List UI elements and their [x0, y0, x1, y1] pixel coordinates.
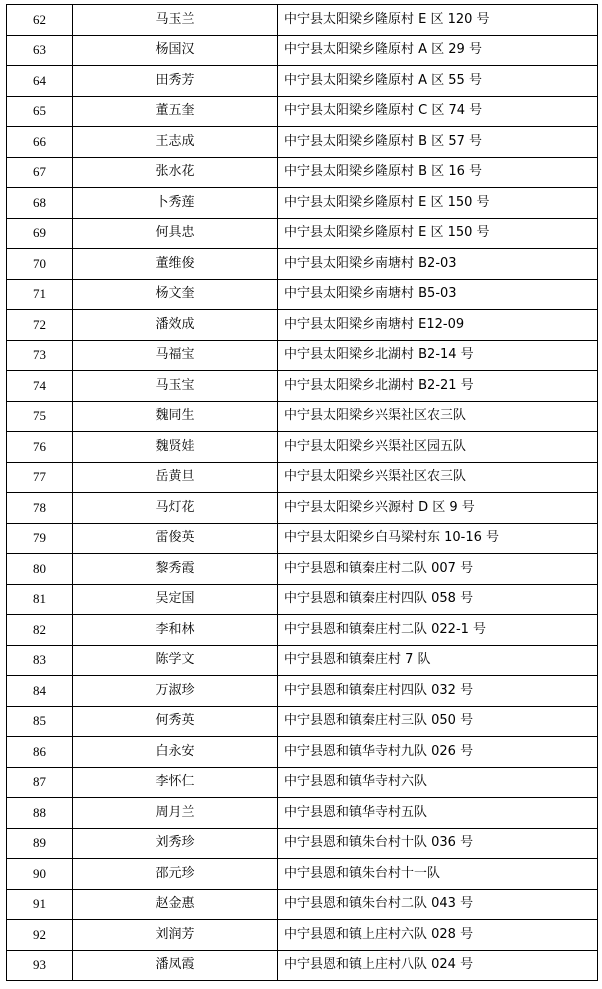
person-name-cell: 刘润芳 [73, 920, 278, 951]
address-cell: 中宁县太阳梁乡兴渠社区园五队 [278, 432, 598, 463]
person-name-cell: 卜秀莲 [73, 188, 278, 219]
row-number-cell: 91 [7, 889, 73, 920]
table-row [7, 737, 598, 768]
table-row [7, 767, 598, 798]
row-number-cell: 85 [7, 706, 73, 737]
row-number-cell: 77 [7, 462, 73, 493]
address-cell: 中宁县太阳梁乡白马梁村东 10-16 号 [278, 523, 598, 554]
address-cell: 中宁县太阳梁乡南塘村 E12-09 [278, 310, 598, 341]
row-number-cell: 83 [7, 645, 73, 676]
person-name-cell: 何具忠 [73, 218, 278, 249]
person-name-cell: 魏贤娃 [73, 432, 278, 463]
row-number-cell: 75 [7, 401, 73, 432]
row-number-cell: 86 [7, 737, 73, 768]
row-number-cell: 76 [7, 432, 73, 463]
address-cell: 中宁县恩和镇秦庄村二队 007 号 [278, 554, 598, 585]
person-name-cell: 周月兰 [73, 798, 278, 829]
table-row [7, 279, 598, 310]
person-name-cell: 李怀仁 [73, 767, 278, 798]
table-row [7, 920, 598, 951]
address-cell: 中宁县恩和镇秦庄村四队 058 号 [278, 584, 598, 615]
address-cell: 中宁县恩和镇华寺村五队 [278, 798, 598, 829]
row-number-cell: 81 [7, 584, 73, 615]
table-row [7, 371, 598, 402]
row-number-cell: 71 [7, 279, 73, 310]
person-name-cell: 董五奎 [73, 96, 278, 127]
person-name-cell: 田秀芳 [73, 66, 278, 97]
address-cell: 中宁县太阳梁乡北湖村 B2-14 号 [278, 340, 598, 371]
person-name-cell: 刘秀珍 [73, 828, 278, 859]
table-row [7, 157, 598, 188]
address-cell: 中宁县太阳梁乡隆原村 C 区 74 号 [278, 96, 598, 127]
address-cell: 中宁县太阳梁乡隆原村 A 区 29 号 [278, 35, 598, 66]
table-row [7, 676, 598, 707]
table-row [7, 218, 598, 249]
table-row [7, 615, 598, 646]
address-cell: 中宁县太阳梁乡兴渠社区农三队 [278, 462, 598, 493]
table-row [7, 340, 598, 371]
table-row [7, 950, 598, 981]
address-cell: 中宁县恩和镇朱台村十一队 [278, 859, 598, 890]
person-name-cell: 何秀英 [73, 706, 278, 737]
person-name-cell: 李和林 [73, 615, 278, 646]
row-number-cell: 82 [7, 615, 73, 646]
table-row [7, 584, 598, 615]
table-row [7, 523, 598, 554]
row-number-cell: 68 [7, 188, 73, 219]
table-row [7, 401, 598, 432]
row-number-cell: 80 [7, 554, 73, 585]
address-cell: 中宁县恩和镇朱台村二队 043 号 [278, 889, 598, 920]
address-cell: 中宁县太阳梁乡隆原村 E 区 120 号 [278, 5, 598, 36]
person-name-cell: 雷俊英 [73, 523, 278, 554]
person-name-cell: 吴定国 [73, 584, 278, 615]
address-cell: 中宁县太阳梁乡隆原村 A 区 55 号 [278, 66, 598, 97]
table-row [7, 127, 598, 158]
row-number-cell: 66 [7, 127, 73, 158]
table-row [7, 35, 598, 66]
roster-table [6, 4, 598, 981]
row-number-cell: 90 [7, 859, 73, 890]
row-number-cell: 93 [7, 950, 73, 981]
person-name-cell: 马灯花 [73, 493, 278, 524]
person-name-cell: 万淑珍 [73, 676, 278, 707]
table-row [7, 493, 598, 524]
table-row [7, 462, 598, 493]
person-name-cell: 马福宝 [73, 340, 278, 371]
address-cell: 中宁县太阳梁乡隆原村 B 区 16 号 [278, 157, 598, 188]
address-cell: 中宁县恩和镇上庄村六队 028 号 [278, 920, 598, 951]
table-row [7, 249, 598, 280]
table-row [7, 828, 598, 859]
person-name-cell: 邵元珍 [73, 859, 278, 890]
row-number-cell: 62 [7, 5, 73, 36]
person-name-cell: 黎秀霞 [73, 554, 278, 585]
row-number-cell: 74 [7, 371, 73, 402]
person-name-cell: 潘凤霞 [73, 950, 278, 981]
row-number-cell: 79 [7, 523, 73, 554]
row-number-cell: 87 [7, 767, 73, 798]
row-number-cell: 63 [7, 35, 73, 66]
person-name-cell: 杨文奎 [73, 279, 278, 310]
address-cell: 中宁县恩和镇朱台村十队 036 号 [278, 828, 598, 859]
address-cell: 中宁县恩和镇秦庄村二队 022-1 号 [278, 615, 598, 646]
person-name-cell: 马玉兰 [73, 5, 278, 36]
table-row [7, 554, 598, 585]
table-row [7, 859, 598, 890]
table-row [7, 96, 598, 127]
row-number-cell: 89 [7, 828, 73, 859]
address-cell: 中宁县恩和镇华寺村六队 [278, 767, 598, 798]
address-cell: 中宁县太阳梁乡隆原村 E 区 150 号 [278, 218, 598, 249]
person-name-cell: 赵金惠 [73, 889, 278, 920]
table-row [7, 188, 598, 219]
person-name-cell: 潘效成 [73, 310, 278, 341]
table-row [7, 66, 598, 97]
address-cell: 中宁县恩和镇秦庄村三队 050 号 [278, 706, 598, 737]
row-number-cell: 65 [7, 96, 73, 127]
person-name-cell: 魏同生 [73, 401, 278, 432]
row-number-cell: 92 [7, 920, 73, 951]
person-name-cell: 张水花 [73, 157, 278, 188]
table-row [7, 310, 598, 341]
row-number-cell: 64 [7, 66, 73, 97]
person-name-cell: 白永安 [73, 737, 278, 768]
row-number-cell: 88 [7, 798, 73, 829]
row-number-cell: 73 [7, 340, 73, 371]
row-number-cell: 72 [7, 310, 73, 341]
person-name-cell: 王志成 [73, 127, 278, 158]
address-cell: 中宁县恩和镇秦庄村四队 032 号 [278, 676, 598, 707]
row-number-cell: 70 [7, 249, 73, 280]
table-row [7, 798, 598, 829]
address-cell: 中宁县恩和镇上庄村八队 024 号 [278, 950, 598, 981]
address-cell: 中宁县恩和镇秦庄村 7 队 [278, 645, 598, 676]
table-row [7, 645, 598, 676]
address-cell: 中宁县恩和镇华寺村九队 026 号 [278, 737, 598, 768]
person-name-cell: 马玉宝 [73, 371, 278, 402]
person-name-cell: 岳黄旦 [73, 462, 278, 493]
address-cell: 中宁县太阳梁乡兴源村 D 区 9 号 [278, 493, 598, 524]
person-name-cell: 董维俊 [73, 249, 278, 280]
table-row [7, 889, 598, 920]
row-number-cell: 67 [7, 157, 73, 188]
address-cell: 中宁县太阳梁乡兴渠社区农三队 [278, 401, 598, 432]
address-cell: 中宁县太阳梁乡隆原村 E 区 150 号 [278, 188, 598, 219]
person-name-cell: 杨国汉 [73, 35, 278, 66]
address-cell: 中宁县太阳梁乡隆原村 B 区 57 号 [278, 127, 598, 158]
table-row [7, 706, 598, 737]
row-number-cell: 84 [7, 676, 73, 707]
roster-table-body [7, 5, 598, 981]
row-number-cell: 69 [7, 218, 73, 249]
row-number-cell: 78 [7, 493, 73, 524]
address-cell: 中宁县太阳梁乡南塘村 B5-03 [278, 279, 598, 310]
table-row [7, 432, 598, 463]
table-row [7, 5, 598, 36]
person-name-cell: 陈学文 [73, 645, 278, 676]
address-cell: 中宁县太阳梁乡南塘村 B2-03 [278, 249, 598, 280]
address-cell: 中宁县太阳梁乡北湖村 B2-21 号 [278, 371, 598, 402]
